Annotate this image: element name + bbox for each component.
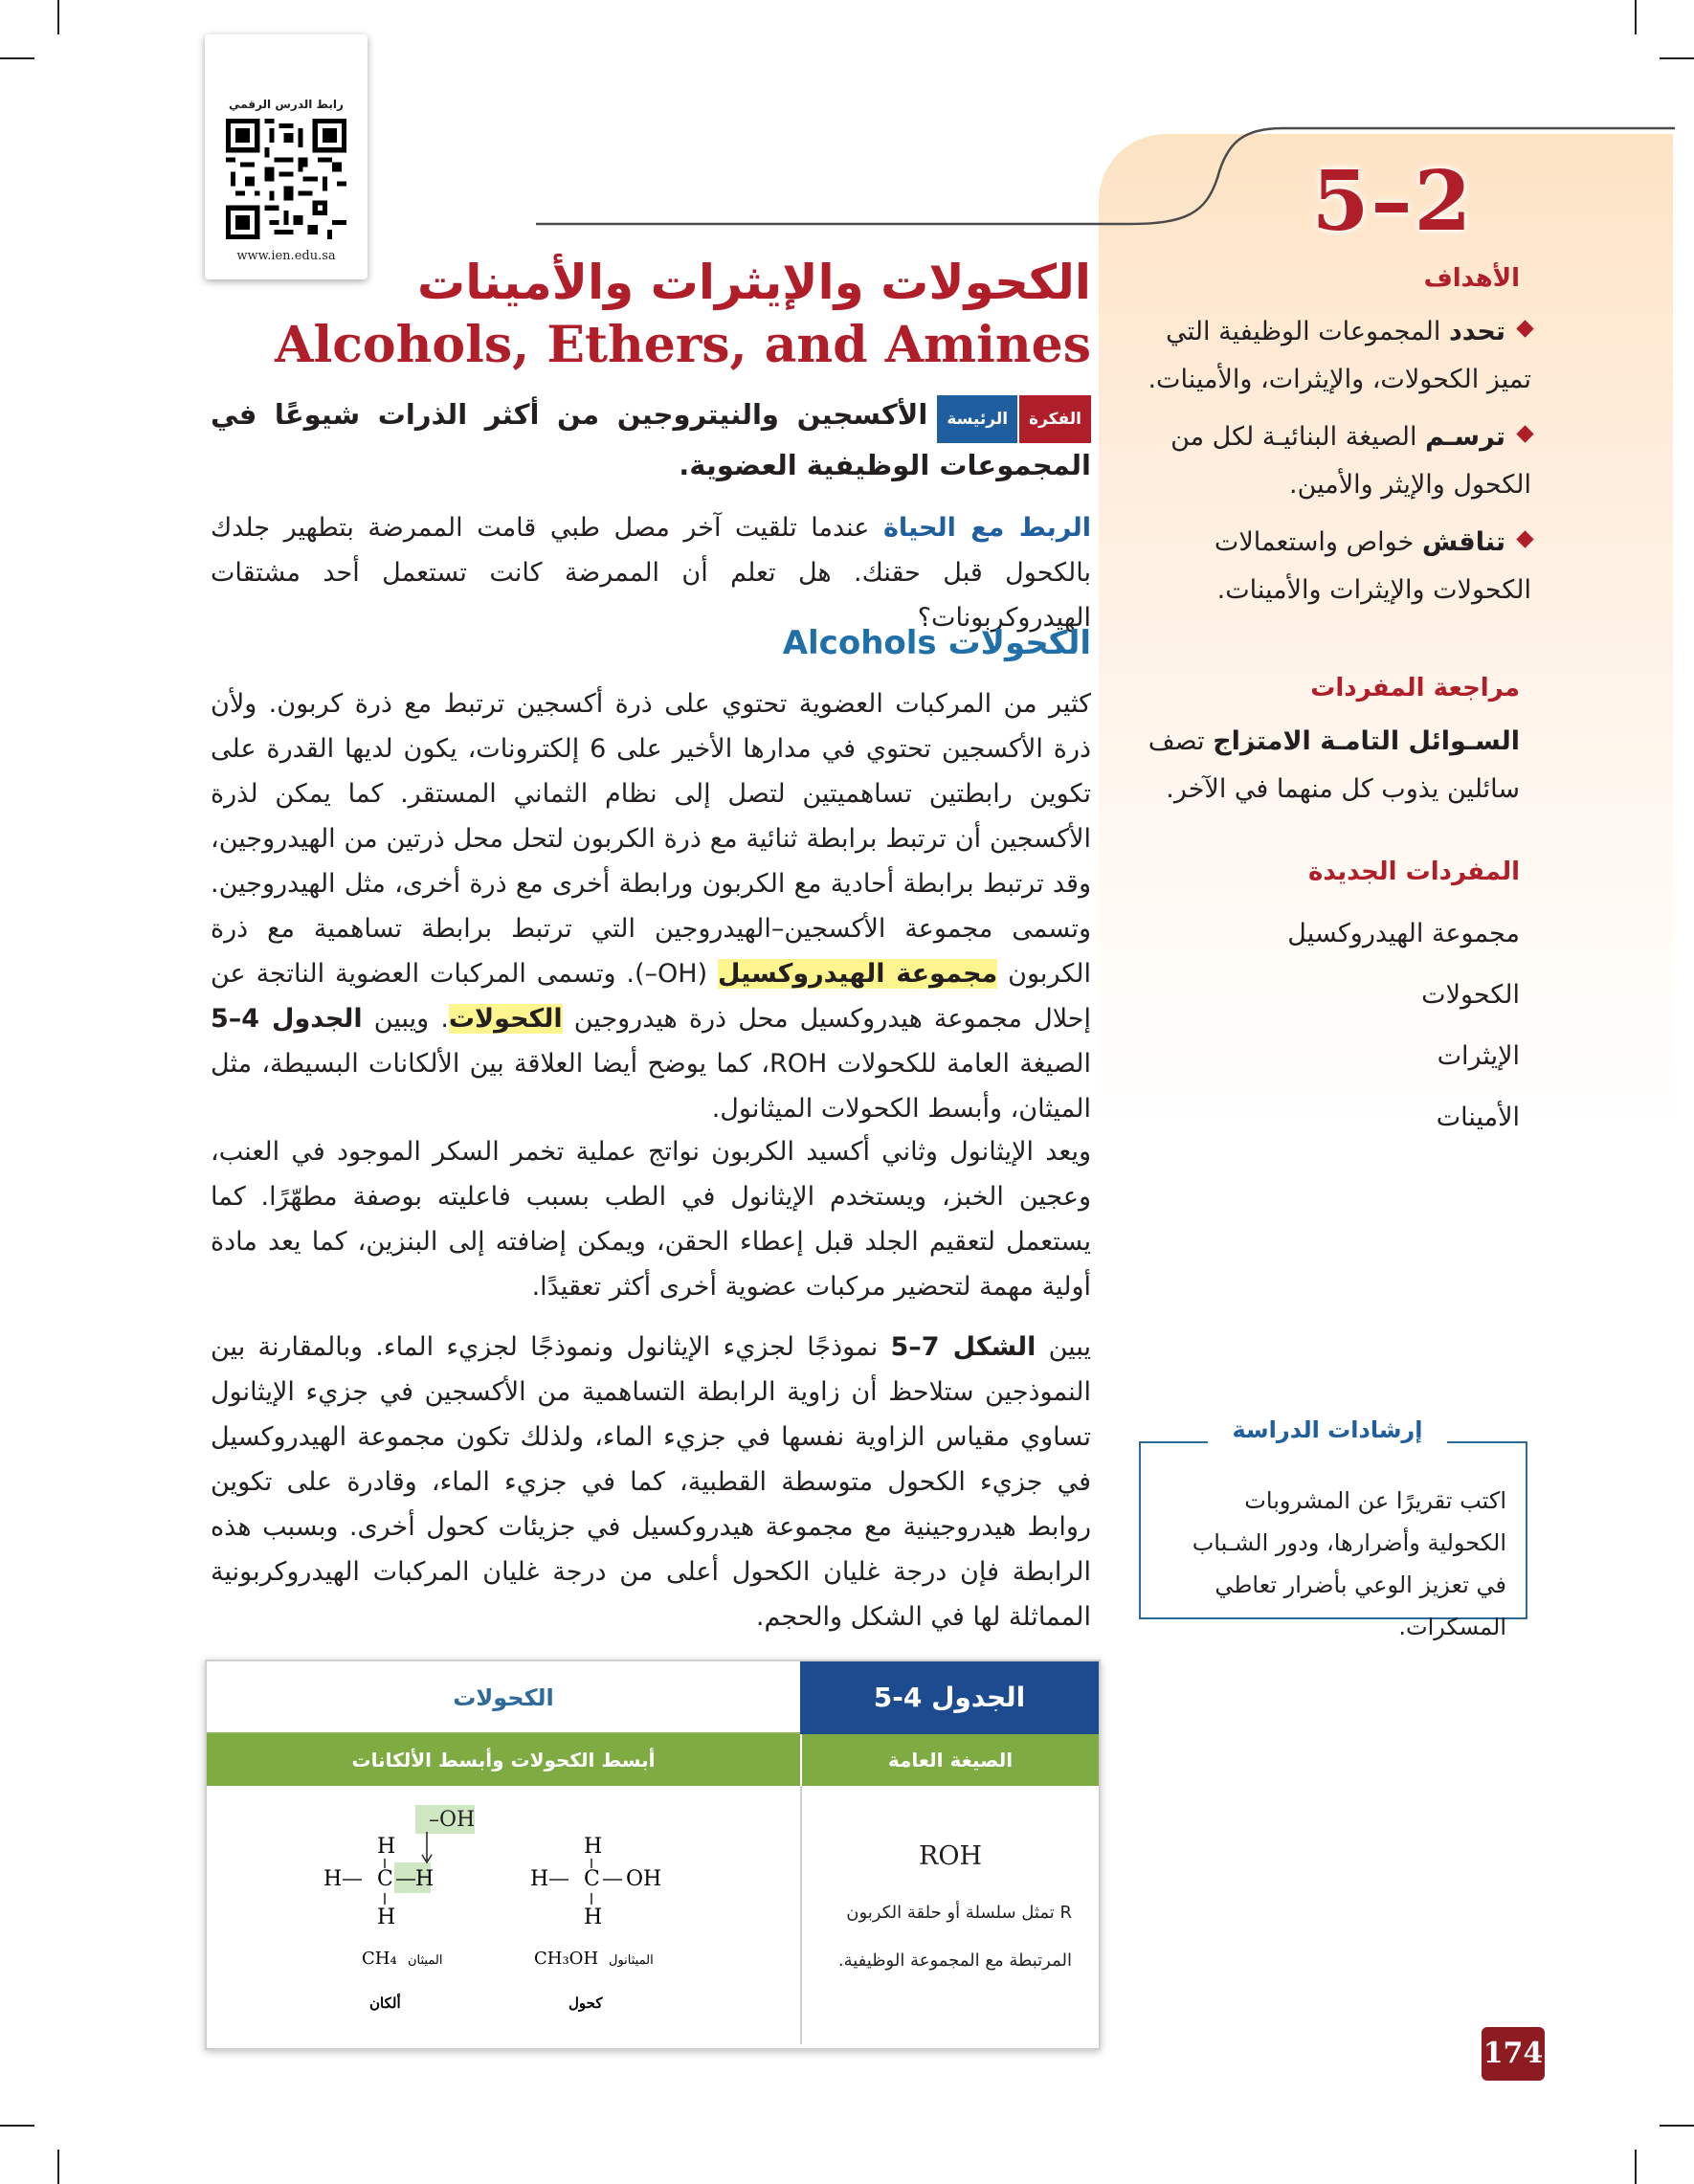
objective-text: الصيغة البنائيـة لكل من الكحول والإيثر والأمين.	[1170, 422, 1531, 500]
paragraph-text: الصيغة العامة للكحولات ROH، كما يوضح أيضا العلاقة بين الألكانات البسيطة، مثل الميثان، وأبسط الكحولات الميثانول.	[211, 1049, 1091, 1124]
atom-H: H	[377, 1905, 396, 1929]
methane-formula: CH₄	[362, 1949, 397, 1969]
study-tip-box	[1139, 1441, 1527, 1640]
vocab-hydroxyl-group: مجموعة الهيدروكسيل	[718, 959, 998, 989]
methanol-formula: CH₃OH	[534, 1949, 599, 1969]
crop-mark	[0, 57, 34, 59]
crop-mark	[1635, 0, 1637, 34]
main-idea-text: الأكسجين والنيتروجين من أكثر الذرات شيوعًا في المجموعات الوظيفية العضوية.	[211, 398, 1091, 481]
review-vocab-text	[1118, 718, 1520, 813]
formula-note-line2: المرتبطة مع المجموعة الوظيفية.	[837, 1950, 1072, 1971]
table-title: الكحولات	[207, 1661, 800, 1734]
bullet-icon	[1516, 320, 1533, 337]
column-header-simplest: أبسط الكحولات وأبسط الألكانات	[207, 1734, 800, 1786]
section-number: 5–2	[1311, 153, 1474, 250]
study-tip-text: اكتب تقريرًا عن المشروبات الكحولية وأضرارها، ودور الشـباب في تعزيز الوعي بأضرار تعاطي المسكرات.	[1192, 1487, 1506, 1640]
paragraph-text: . ويبين	[362, 1004, 449, 1034]
general-formula-cell	[802, 1786, 1099, 2044]
methane-structure	[323, 1805, 475, 2012]
crop-mark	[0, 2125, 34, 2127]
crop-mark	[57, 0, 59, 34]
atom-H: H	[377, 1835, 396, 1859]
objective-verb: تناقش	[1421, 527, 1505, 557]
objective-verb: ترسـم	[1425, 422, 1505, 452]
table-5-4	[205, 1660, 1101, 2050]
atom-H: H	[530, 1867, 549, 1891]
qr-url[interactable]: www.ien.edu.sa	[236, 249, 336, 263]
paragraph-text: (OH–). وتسمى المركبات العضوية الناتجة عن إحلال مجموعة هيدروكسيل محل ذرة هيدروجين	[211, 959, 1091, 1034]
section-heading-alcohols: الكحولات Alcohols	[782, 624, 1091, 662]
paragraph-ethanol-model	[211, 1325, 1091, 1639]
qr-card[interactable]	[205, 34, 368, 279]
real-world-text: عندما تلقيت آخر مصل طبي قامت الممرضة بتطهير جلدك بالكحول قبل حقنك. هل تعلم أن الممرضة كانت تستعمل أحد مشتقات الهيدروكربونات؟	[211, 513, 1091, 633]
main-idea-tag: الفكرة	[1019, 395, 1091, 443]
qr-code-icon[interactable]	[226, 119, 346, 239]
objective-item	[1139, 519, 1531, 614]
new-vocab-title: المفردات الجديدة	[1308, 858, 1520, 886]
column-header-general-formula: الصيغة العامة	[800, 1734, 1099, 1786]
new-vocab-item[interactable]: مجموعة الهيدروكسيل	[1287, 919, 1520, 948]
paragraph-text: يبين	[1036, 1332, 1091, 1362]
review-term: السـوائل التامـة الامتزاج	[1213, 726, 1520, 756]
paragraph-text: نموذجًا لجزيء الإيثانول ونموذجًا لجزيء الماء. وبالمقارنة بين النموذجين ستلاحظ أن زاوية الرابطة التساهمية من الأكسجين في جزيء الإيثانول تساوي مقياس الزاوية نفسها في جزيء الماء، ولذلك تكون مجموعة الهيدروكسيل في جزيء الكحول متوسطة القطبية، كما في جزيء الماء، وقادرة على تكوين روابط هيدروجينية مع مجموعة هيدروكسيل في جزيئات كحول أخرى. وبسبب هذه الرابطة فإن درجة غليان الكحول أعلى من درجة غليان المركبات الهيدروكربونية المماثلة لها في الشكل والحجم.	[211, 1332, 1091, 1632]
crop-mark	[1635, 2150, 1637, 2184]
new-vocab-item[interactable]: الإيثرات	[1437, 1041, 1520, 1071]
atom-H: H	[415, 1867, 435, 1891]
main-idea	[211, 392, 1091, 492]
table-reference: الجدول 4–5	[211, 1004, 363, 1034]
real-world-link	[211, 505, 1091, 640]
objectives-title: الأهداف	[1423, 264, 1520, 293]
atom-C: C	[584, 1867, 600, 1891]
oh-tag: –OH	[429, 1808, 476, 1832]
atom-O: OH	[626, 1867, 662, 1891]
crop-mark	[57, 2150, 59, 2184]
figure-reference: الشكل 7–5	[890, 1332, 1036, 1362]
atom-H: H	[584, 1835, 603, 1859]
review-vocab-title: مراجعة المفردات	[1310, 674, 1520, 702]
paragraph-text: كثير من المركبات العضوية تحتوي على ذرة أكسجين ترتبط مع ذرة كربون. ولأن ذرة الأكسجين تحتوي في مدارها الأخير على 6 إلكترونات، يكون لديها القدرة على تكوين رابطتين تساهميتين لتصل إلى نظام الثماني المستقر. كما يمكن لذرة الأكسجين أن ترتبط برابطة ثنائية مع ذرة الكربون لتحل محل ذرتين من الهيدروجين، وقد ترتبط برابطة أحادية مع الكربون ورابطة أخرى مع ذرة أخرى، مثل الهيدروجين. وتسمى مجموعة الأكسجين–الهيدروجين التي ترتبط برابطة تساهمية مع ذرة الكربون	[211, 689, 1092, 989]
objective-text: المجموعات الوظيفية التي تميز الكحولات، والإيثرات، والأمينات.	[1148, 317, 1531, 394]
structures-cell	[207, 1786, 800, 2044]
bullet-icon	[1516, 425, 1533, 442]
atom-H: H	[584, 1905, 603, 1929]
alkane-label: ألكان	[369, 1995, 401, 2012]
table-label: الجدول 4-5	[800, 1661, 1099, 1734]
crop-mark	[1660, 57, 1694, 59]
objective-verb: تحدد	[1448, 317, 1505, 346]
atom-C: C	[377, 1867, 393, 1891]
crop-mark	[1660, 2125, 1694, 2127]
formula-note-line1: R تمثل سلسلة أو حلقة الكربون	[846, 1903, 1072, 1923]
methanol-structure	[530, 1835, 661, 2012]
methane-label: الميثان	[408, 1953, 443, 1968]
page-title-english: Alcohols, Ethers, and Amines	[275, 316, 1091, 374]
methanol-label: الميثانول	[609, 1953, 654, 1968]
new-vocab-item[interactable]: الكحولات	[1421, 980, 1520, 1010]
general-formula: ROH	[918, 1841, 982, 1871]
structural-formulas	[207, 1786, 800, 2044]
new-vocab-item[interactable]: الأمينات	[1436, 1103, 1520, 1132]
alcohol-label: كحول	[568, 1995, 603, 2012]
page-title-arabic: الكحولات والإيثرات والأمينات	[416, 255, 1091, 310]
qr-caption: رابط الدرس الرقمي	[229, 98, 344, 111]
page-number: 174	[1482, 2027, 1545, 2081]
objective-text: خواص واستعمالات الكحولات والإيثرات والأمينات.	[1214, 527, 1531, 605]
paragraph-alcohols-intro	[211, 681, 1091, 1131]
atom-H: H	[323, 1867, 343, 1891]
objectives-list	[1139, 308, 1531, 614]
main-idea-tag-secondary: الرئيسة	[937, 395, 1017, 443]
review-definition: تصف سائلين يذوب كل منهما في الآخر.	[1148, 726, 1520, 804]
paragraph-ethanol: ويعد الإيثانول وثاني أكسيد الكربون نواتج عملية تخمر السكر الموجود في العنب، وعجين الخبز، ويستخدم الإيثانول في الطب بسبب فاعليته بوصفة مطهّرًا. كما يستعمل لتعقيم الجلد قبل إعطاء الحقن، ويمكن إضافته إلى البنزين، كما يعد مادة أولية مهمة لتحضير مركبات عضوية أخرى أكثر تعقيدًا.	[211, 1137, 1091, 1302]
bullet-icon	[1516, 530, 1533, 547]
vocab-alcohols: الكحولات	[448, 1004, 563, 1034]
new-vocab-list	[1118, 903, 1520, 1148]
objective-item	[1139, 308, 1531, 404]
header-tab-curve	[536, 121, 1675, 245]
study-tip-title: إرشادات الدراسة	[1208, 1409, 1447, 1451]
objective-item	[1139, 413, 1531, 509]
real-world-label: الربط مع الحياة	[882, 513, 1091, 543]
